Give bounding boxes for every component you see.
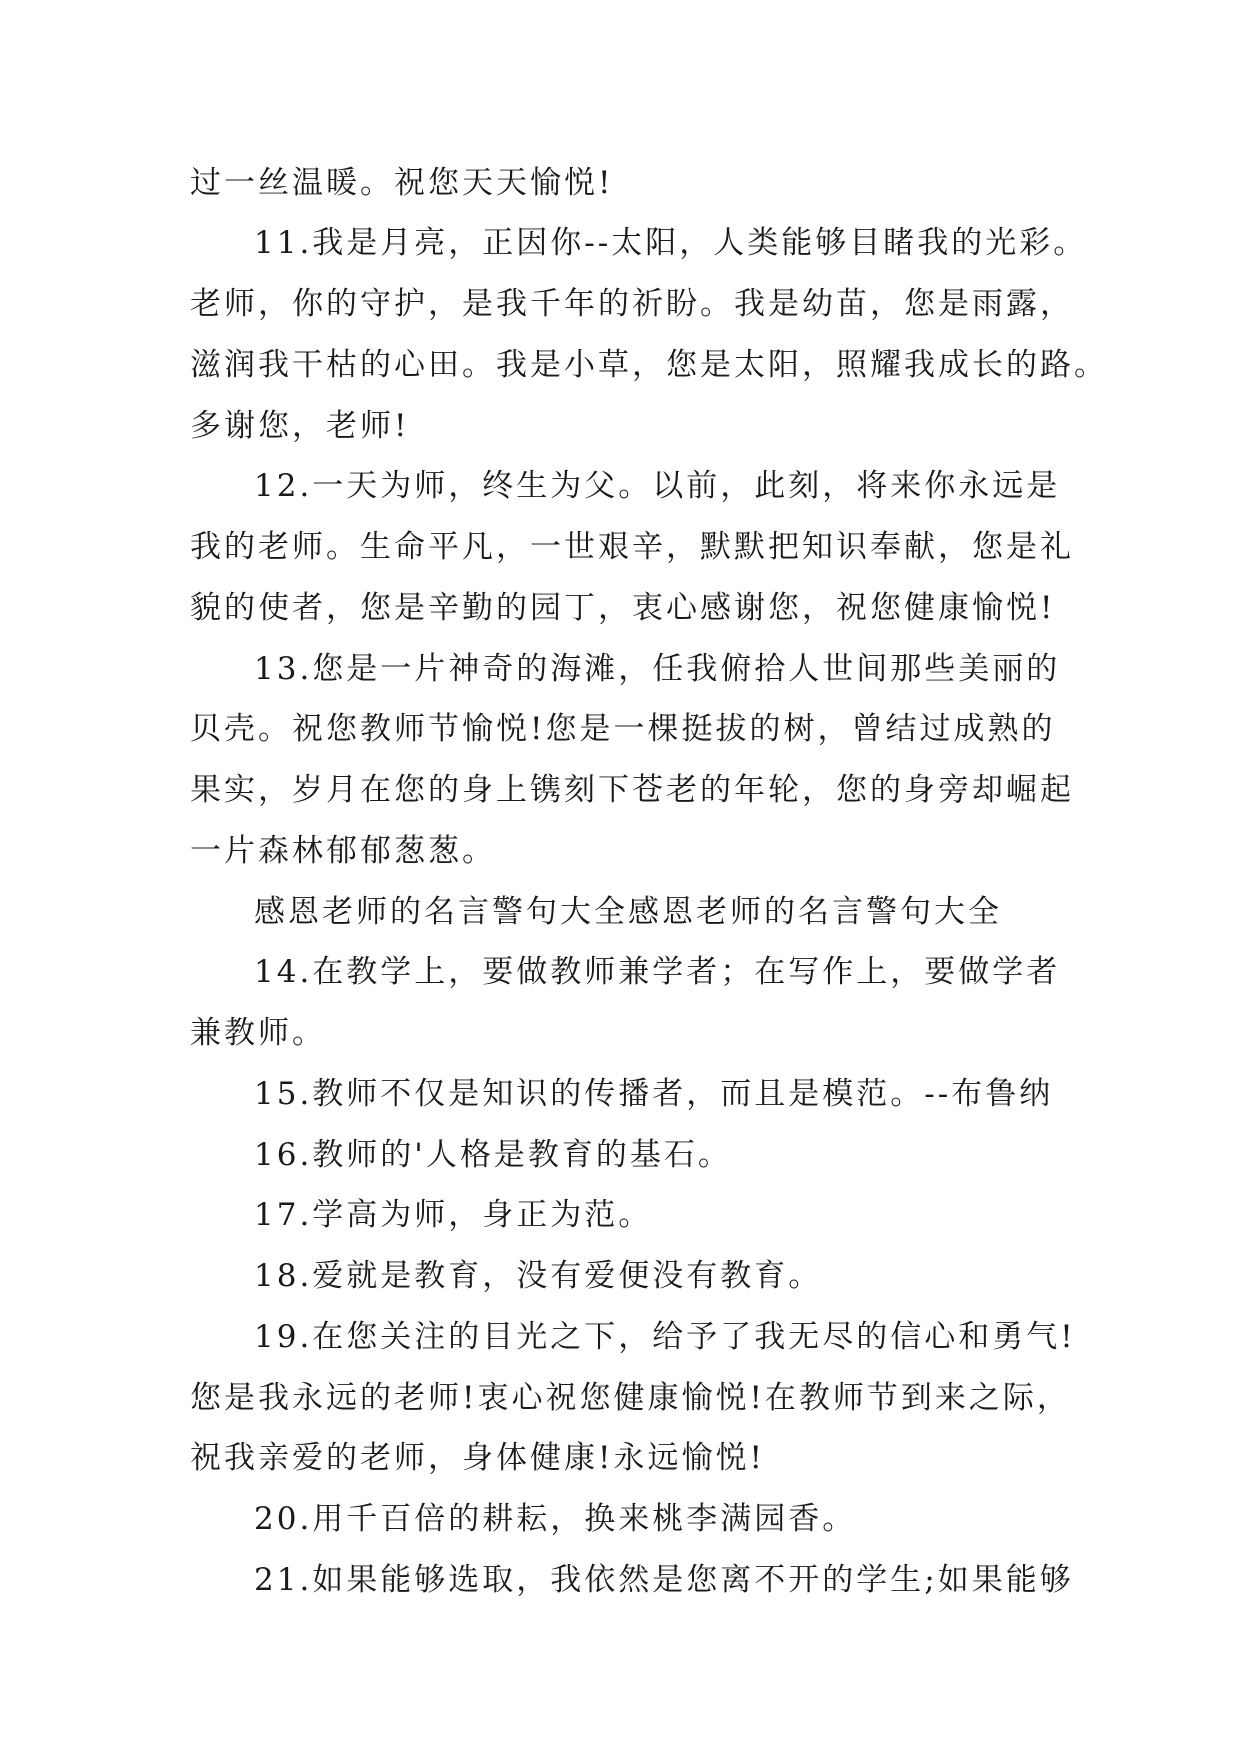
text-line: 兼教师。 [190, 1015, 326, 1051]
text-line: 14.在教学上，要做教师兼学者；在写作上，要做学者 [254, 954, 1061, 990]
text-line: 21.如果能够选取，我依然是您离不开的学生;如果能够 [254, 1562, 1074, 1598]
text-line: 您是我永远的老师!衷心祝您健康愉悦!在教师节到来之际， [190, 1380, 1071, 1416]
text-line: 19.在您关注的目光之下，给予了我无尽的信心和勇气! [254, 1319, 1076, 1355]
text-line: 果实，岁月在您的身上镌刻下苍老的年轮，您的身旁却崛起 [190, 772, 1074, 808]
text-line: 过一丝温暖。祝您天天愉悦! [190, 165, 614, 201]
text-line: 11.我是月亮，正因你--太阳，人类能够目睹我的光彩。 [254, 225, 1088, 261]
text-line: 15.教师不仅是知识的传播者，而且是模范。--布鲁纳 [254, 1076, 1054, 1112]
text-line: 多谢您，老师! [190, 408, 410, 444]
text-line: 12.一天为师，终生为父。以前，此刻，将来你永远是 [254, 468, 1061, 504]
text-line: 18.爱就是教育，没有爱便没有教育。 [254, 1258, 823, 1294]
text-line: 20.用千百倍的耕耘，换来桃李满园香。 [254, 1501, 857, 1537]
text-line: 13.您是一片神奇的海滩，任我俯拾人世间那些美丽的 [254, 651, 1061, 687]
text-line: 一片森林郁郁葱葱。 [190, 833, 496, 869]
text-line: 祝我亲爱的老师，身体健康!永远愉悦! [190, 1440, 765, 1476]
section-heading: 感恩老师的名言警句大全感恩老师的名言警句大全 [254, 894, 1002, 930]
text-line: 17.学高为师，身正为范。 [254, 1197, 653, 1233]
text-line: 老师，你的守护，是我千年的祈盼。我是幼苗，您是雨露， [190, 286, 1074, 322]
text-line: 滋润我干枯的心田。我是小草，您是太阳，照耀我成长的路。 [190, 347, 1108, 383]
text-line: 16.教师的'人格是教育的基石。 [254, 1137, 732, 1173]
text-line: 我的老师。生命平凡，一世艰辛，默默把知识奉献，您是礼 [190, 529, 1074, 565]
text-line: 貌的使者，您是辛勤的园丁，衷心感谢您，祝您健康愉悦! [190, 590, 1056, 626]
text-line: 贝壳。祝您教师节愉悦!您是一棵挺拔的树，曾结过成熟的 [190, 711, 1056, 747]
